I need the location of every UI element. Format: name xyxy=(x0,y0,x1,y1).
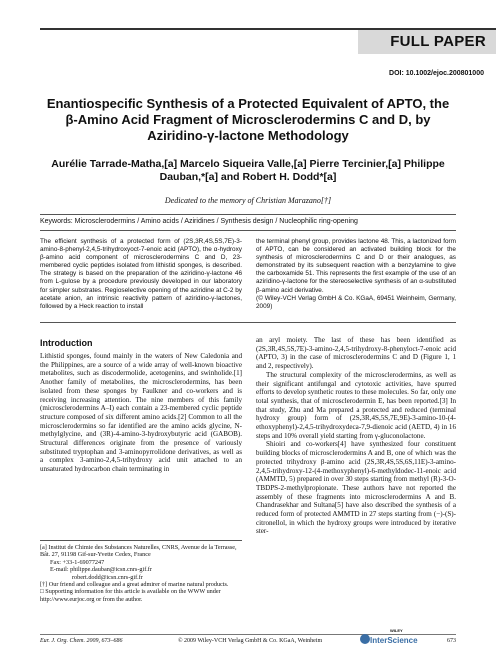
footnote-affiliation xyxy=(40,544,242,603)
abstract-rule xyxy=(40,322,456,323)
email-2[interactable]: robert.dodd@icsn.cnrs-gif.fr xyxy=(72,573,143,581)
body-paragraph: Shioiri and co-workers[4] have synthesized four constituent building blocks of microsclerodermins A and B, one of which was the protected trihydroxy β-amino acid (2S,3R,4S,5S,6S,11E)-3-amino-2,4,5-trihydroxy-12-(4-methoxyphenyl)-6-methyldodec-11-enoic acid (AMMTD, 5) prepared in over 30 steps starting from methyl (R)-3-O-TBDPS-2-methylpropionate. These authors have not reported the assembly of these fragments into microsclerodermins A and B. Chandrasekhar and Sultana[5] have also described the synthesis of a reduced form of protected AMMTD in 27 steps starting from (−)-(S)-citronellol, in which the hydroxy groups were introduced by iterative ster- xyxy=(256,440,456,536)
body-column-right xyxy=(256,336,456,536)
footnote-supporting-info xyxy=(40,588,242,603)
abstract-copyright: (© Wiley-VCH Verlag GmbH & Co. KGaA, 69451 Weinheim, Germany, 2009) xyxy=(256,294,456,310)
section-label: FULL PAPER xyxy=(390,33,486,50)
affiliation: [a] Institut de Chimie des Substances Naturelles, CNRS, Avenue de la Terrasse, Bât. 27, 91198 Gif-sur-Yvette Cedex, France xyxy=(40,544,237,559)
journal-citation: Eur. J. Org. Chem. 2009, 673–686 xyxy=(40,638,123,644)
paper-title: Enantiospecific Synthesis of a Protected Equivalent of APTO, the β-Amino Acid Fragment of Microsclerodermins C and D, by Aziridino-γ-lactone Methodology xyxy=(46,96,450,143)
email[interactable]: E-mail: philippe.dauban@icsn.cnrs-gif.fr xyxy=(50,566,152,574)
keywords-rule-bottom xyxy=(40,230,456,231)
fax: Fax: +33-1-69077247 xyxy=(50,558,105,566)
body-paragraph: an aryl moiety. The last of these has been identified as (2S,3R,4S,5S,7E)-3-amino-2,4,5-trihydroxy-8-phenyloct-7-enoic acid (APTO, 3) in the case of microsclerodermins C and D (Figure 1, 1 and 2, respectively). xyxy=(256,336,456,371)
supporting-info-icon: □ xyxy=(40,588,46,596)
abstract-left: The efficient synthesis of a protected form of (2S,3R,4S,5S,7E)-3-amino-8-phenyl-2,4,5-trihydroxyoct-7-enoic acid (APTO), the α-hydroxy β-amino acid component of microsclerodermins C and D, 23-membered cyclic peptides isolated from lithistid sponges, is described. The strategy is based on the preparation of the aziridino-γ-lactone 46 from L-gulose by a procedure previously developed in our laboratory for simpler substrates. Regioselective opening of the aziridine at C-2 by acetate anion, an intrinsic reactivity pattern of aziridino-γ-lactones, followed by a Heck reaction to install xyxy=(40,238,242,310)
page-number: 673 xyxy=(447,638,456,644)
abstract-right xyxy=(256,238,456,311)
interscience-logo-text: InterScience xyxy=(370,636,418,645)
supporting-info-text: Supporting information for this article is available on the WWW under http://www.eurjoc.org or from the author. xyxy=(40,588,221,603)
footnote-dagger: [†] Our friend and colleague and a great admirer of marine natural products. xyxy=(40,581,229,589)
abstract-right-text: the terminal phenyl group, provides lactone 48. This, a lactonized form of APTO, can be considered an activated building block for the synthesis of microsclerodermins C and D or their analogues, as demonstrated by its subsequent reaction with a benzylamine to give the carboxamide 51. This represents the first example of the use of an aziridino-γ-lactone for the stereoselective synthesis of an α-substituted β-amino acid derivative. xyxy=(256,238,456,294)
footnote-rule xyxy=(40,540,242,541)
keywords-rule-top xyxy=(40,214,456,215)
footer-copyright: © 2009 Wiley-VCH Verlag GmbH & Co. KGaA, Weinheim xyxy=(178,638,323,644)
wiley-logo-text: WILEY xyxy=(390,628,403,633)
footer-rule xyxy=(40,634,456,635)
body-column-left: Lithistid sponges, found mainly in the waters of New Caledonia and the Philippines, are a source of a wide array of well-known bioactive metabolites, such as discodermolide, acetogenins, and swinholide.[1] Another family of metabolites, the microsclerodermins, has been isolated from these sponges by Faulkner and co-workers and is receiving increasing attention. The nine members of this family (microsclerodermins A–I) each contain a 23-membered cyclic peptide structure composed of six different amino acids.[2] Common to all the microsclerodermins so far identified are the amino acids glycine, N-methylglycine, and (3R)-4-amino-3-hydroxybutyric acid (GABOB). Structural differences originate from the presence of variously substituted tryptophan and 3-aminopyrrolidone derivatives, as well as a complex 3-amino-2,4,5-trihydroxy acid unit attached to an unsaturated hydrocarbon chain terminating in xyxy=(40,352,242,474)
body-paragraph: The structural complexity of the microsclerodermins, as well as their significant antifungal and cytotoxic activities, have spurred efforts to develop synthetic routes to these molecules. So far, only one total synthesis, that of microsclerodermin E, has been reported.[3] In that study, Zhu and Ma prepared a protected and reduced (terminal hydroxy group) form of (2S,3R,4S,5S,7E,9E)-3-amino-10-(4-ethoxyphenyl)-2,4,5-trihydroxydeca-7,9-dienoic acid (AETD, 4) in 16 steps and 10% overall yield starting from γ-gluconolactone. xyxy=(256,370,456,440)
dedication: Dedicated to the memory of Christian Marazano[†] xyxy=(164,196,332,205)
author-list: Aurélie Tarrade-Matha,[a] Marcelo Siqueira Valle,[a] Pierre Tercinier,[a] Philippe Dauban,*[a] and Robert H. Dodd*[a] xyxy=(51,158,445,183)
doi[interactable]: DOI: 10.1002/ejoc.200801000 xyxy=(389,70,484,77)
section-heading-introduction: Introduction xyxy=(40,338,93,348)
interscience-logo-icon xyxy=(360,634,370,644)
keywords: Keywords: Microsclerodermins / Amino acids / Aziridines / Synthesis design / Nucleophilic ring-opening xyxy=(40,218,358,225)
